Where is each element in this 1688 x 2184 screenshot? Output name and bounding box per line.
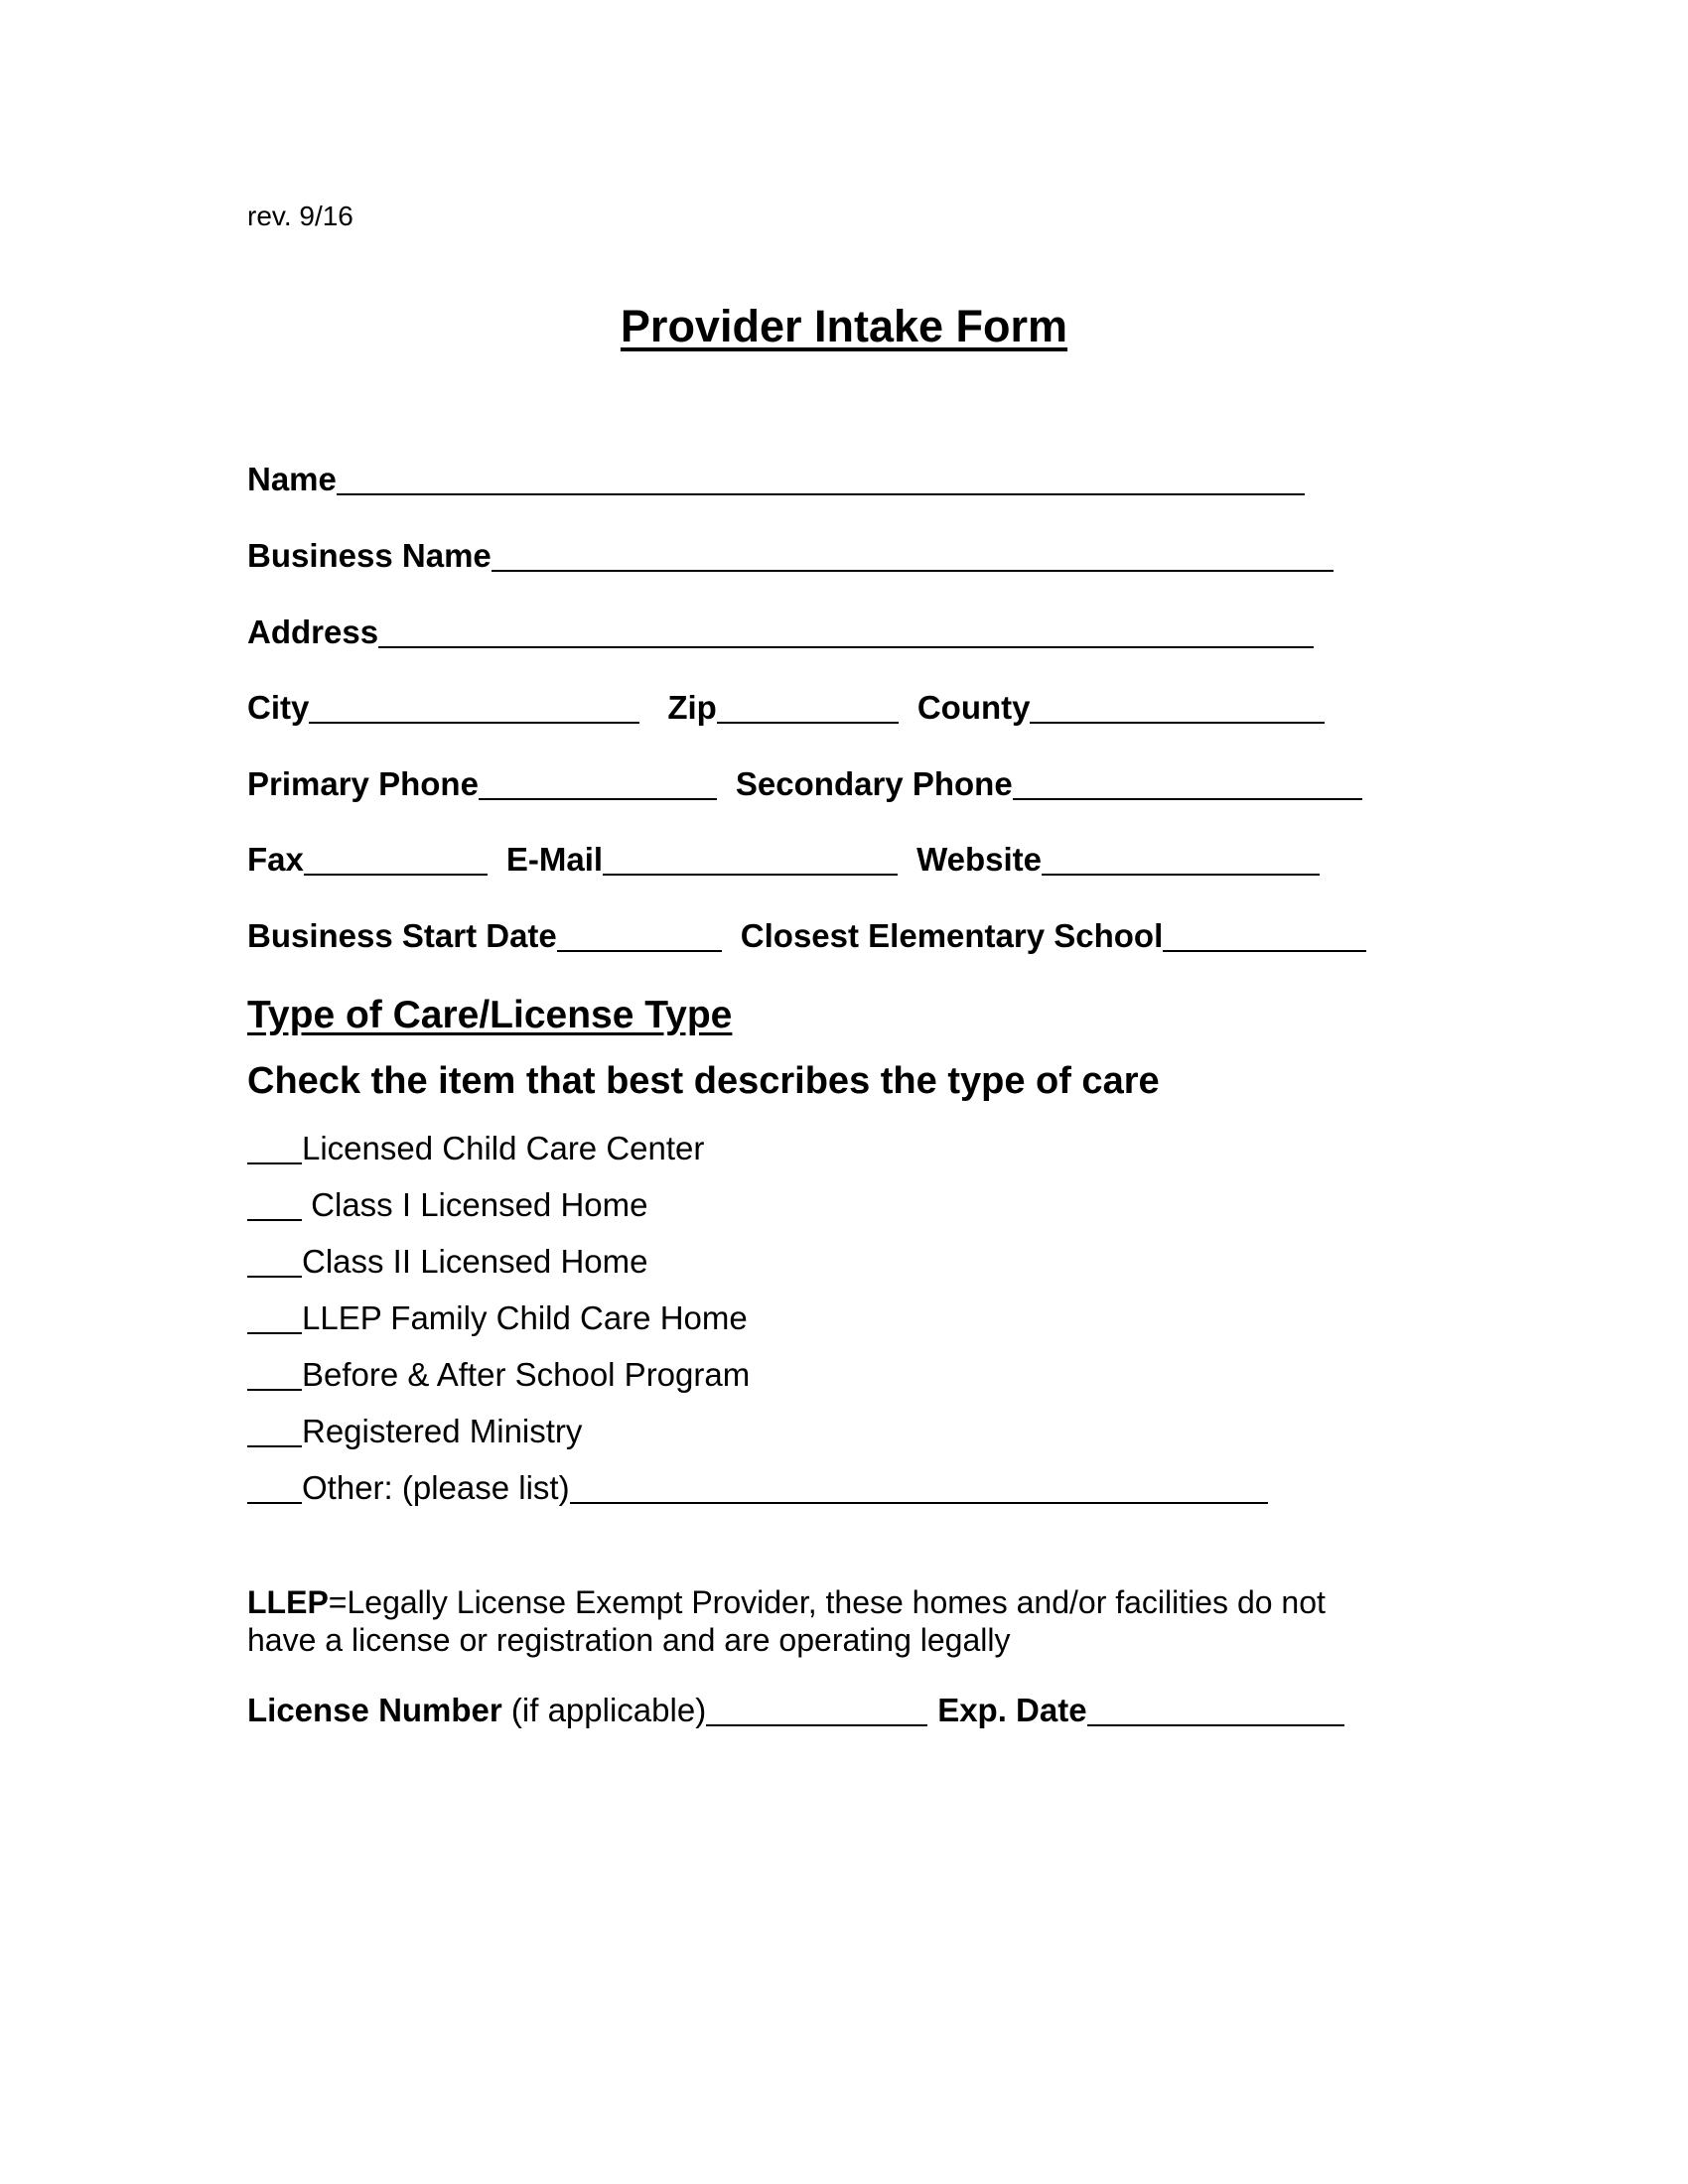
license-number-label: License Number <box>247 1692 502 1728</box>
license-number-qualifier: (if applicable) <box>501 1692 707 1728</box>
business-start-date-label: Business Start Date <box>247 917 557 954</box>
care-option-checkbox[interactable] <box>247 1418 302 1447</box>
care-option <box>247 1186 647 1224</box>
business-start-date-field[interactable] <box>557 920 722 952</box>
website-label: Website <box>916 841 1042 878</box>
email-label: E-Mail <box>505 841 604 878</box>
care-option-label: LLEP Family Child Care Home <box>302 1299 748 1336</box>
care-option-label: Class I Licensed Home <box>302 1186 648 1223</box>
care-type-heading: Type of Care/License Type <box>247 994 733 1036</box>
city-zip-county-row <box>247 687 1325 727</box>
care-option <box>247 1243 647 1281</box>
care-option-label: Other: (please list) <box>302 1469 570 1506</box>
care-option-checkbox[interactable] <box>247 1135 302 1164</box>
care-option-label: Licensed Child Care Center <box>302 1130 705 1166</box>
business-name-label: Business Name <box>247 537 492 574</box>
fax-field[interactable] <box>304 844 488 876</box>
closest-elementary-school-field[interactable] <box>1163 920 1366 952</box>
llep-definition <box>247 1583 1399 1659</box>
primary-phone-field[interactable] <box>479 768 717 800</box>
license-number-field[interactable] <box>706 1695 927 1726</box>
exp-date-field[interactable] <box>1087 1695 1344 1726</box>
website-field[interactable] <box>1042 844 1320 876</box>
care-option-other <box>247 1469 1268 1507</box>
zip-field[interactable] <box>717 692 899 724</box>
fax-email-website-row <box>247 839 1320 879</box>
care-option-label: Class II Licensed Home <box>302 1243 648 1280</box>
page-title: Provider Intake Form <box>620 301 1068 351</box>
care-option-label: Registered Ministry <box>302 1413 583 1449</box>
fax-label: Fax <box>247 841 304 878</box>
address-field[interactable] <box>378 616 1314 648</box>
phone-row <box>247 763 1362 803</box>
county-label: County <box>916 689 1031 726</box>
llep-term: LLEP <box>247 1584 329 1620</box>
name-label: Name <box>247 461 337 497</box>
care-option <box>247 1413 582 1450</box>
city-field[interactable] <box>309 692 639 724</box>
email-field[interactable] <box>603 844 898 876</box>
zip-label: Zip <box>667 689 717 726</box>
business-name-row <box>247 535 1334 575</box>
care-option-checkbox[interactable] <box>247 1304 302 1334</box>
secondary-phone-label: Secondary Phone <box>735 765 1013 802</box>
primary-phone-label: Primary Phone <box>247 765 479 802</box>
name-field[interactable] <box>337 464 1305 495</box>
address-row <box>247 612 1314 651</box>
llep-definition-text: =Legally License Exempt Provider, these homes and/or facilities do not have a license or registration and are operating legally <box>247 1584 1326 1658</box>
other-care-type-field[interactable] <box>570 1474 1268 1504</box>
start-date-school-row <box>247 915 1366 955</box>
license-row <box>247 1690 1344 1729</box>
care-option-label: Before & After School Program <box>302 1356 751 1393</box>
city-label: City <box>247 689 310 726</box>
care-option <box>247 1356 750 1394</box>
care-option-checkbox[interactable] <box>247 1248 302 1278</box>
county-field[interactable] <box>1030 692 1325 724</box>
address-label: Address <box>247 614 379 650</box>
business-name-field[interactable] <box>492 540 1334 572</box>
secondary-phone-field[interactable] <box>1013 768 1362 800</box>
exp-date-label: Exp. Date <box>937 1692 1087 1728</box>
care-type-instructions: Check the item that best describes the type of care <box>247 1060 1160 1102</box>
care-option-checkbox[interactable] <box>247 1474 302 1504</box>
care-option-checkbox[interactable] <box>247 1361 302 1391</box>
care-option <box>247 1130 704 1167</box>
care-option-checkbox[interactable] <box>247 1191 302 1221</box>
name-row <box>247 459 1305 498</box>
care-option <box>247 1299 748 1337</box>
closest-elementary-school-label: Closest Elementary School <box>740 917 1164 954</box>
revision-note: rev. 9/16 <box>247 201 353 231</box>
